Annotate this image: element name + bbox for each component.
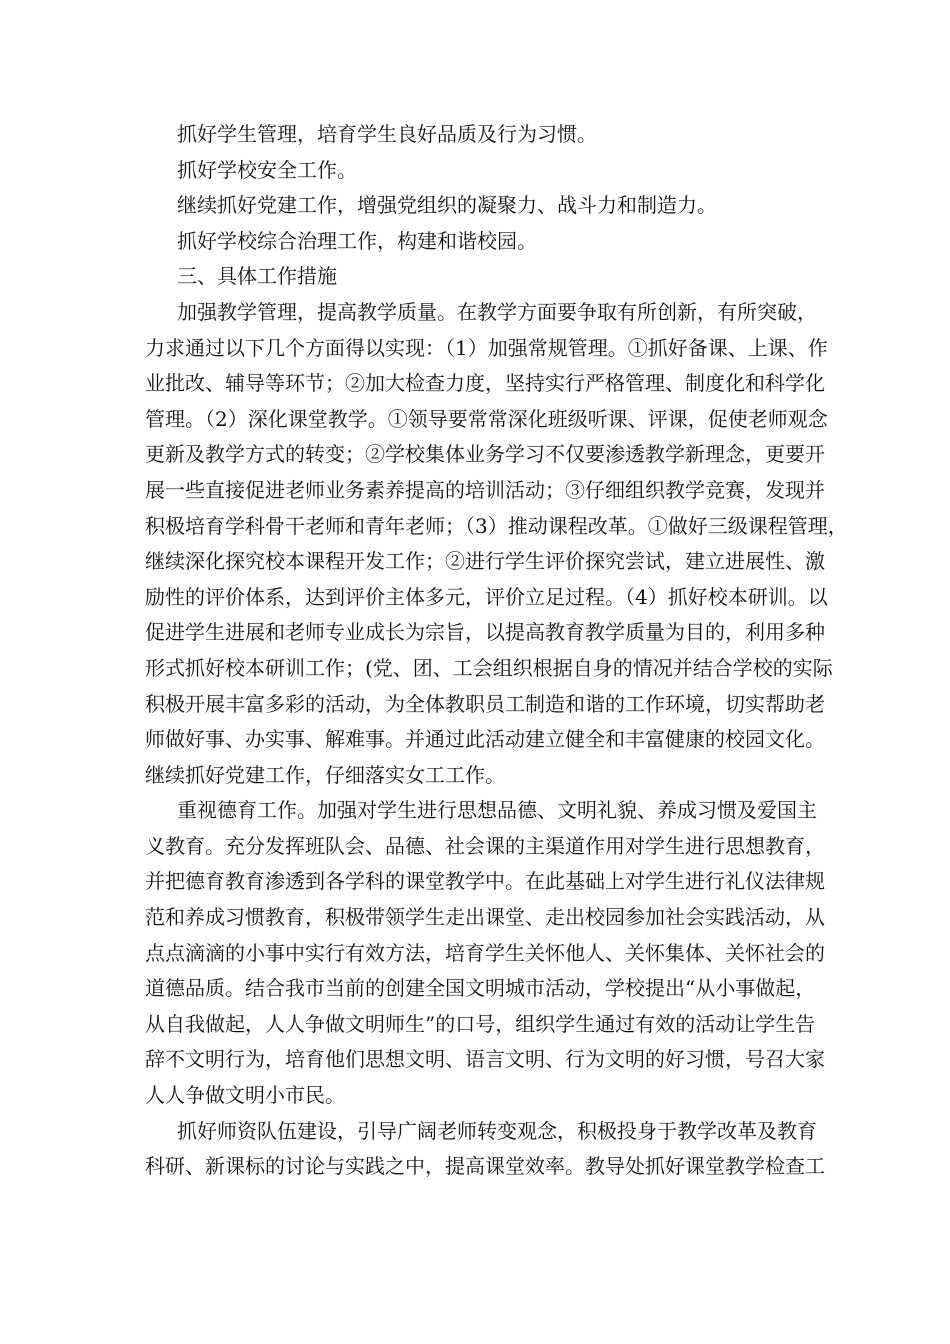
paragraph-line: 范和养成习惯教育，积极带领学生走出课堂、走出校园参加社会实践活动，从 <box>145 905 825 930</box>
paragraph-line: 加强教学管理，提高教学质量。在教学方面要争取有所创新，有所突破， <box>177 299 817 324</box>
paragraph-line: 更新及教学方式的转变；②学校集体业务学习不仅要渗透教学新理念，更要开 <box>145 442 825 467</box>
paragraph-line: 科研、新课标的讨论与实践之中，提高课堂效率。教导处抓好课堂教学检查工 <box>145 1154 825 1179</box>
paragraph-line: 继续深化探究校本课程开发工作；②进行学生评价探究尝试，建立进展性、激 <box>145 549 825 574</box>
paragraph-line: 人人争做文明小市民。 <box>145 1083 345 1108</box>
paragraph-line: 力求通过以下几个方面得以实现：（1）加强常规管理。①抓好备课、上课、作 <box>145 335 828 360</box>
paragraph-line: 抓好师资队伍建设，引导广阔老师转变观念，积极投身于教学改革及教育 <box>177 1118 817 1143</box>
paragraph-line: 展一些直接促进老师业务素养提高的培训活动；③仔细组织教学竞赛，发现并 <box>145 477 825 502</box>
paragraph-teaching-management <box>145 295 848 793</box>
paragraph-line: 业批改、辅导等环节；②加大检查力度，坚持实行严格管理、制度化和科学化 <box>145 371 825 396</box>
paragraph-line: 辞不文明行为，培育他们思想文明、语言文明、行为文明的好习惯，号召大家 <box>145 1047 825 1072</box>
paragraph-line: 继续抓好党建工作，仔细落实女工工作。 <box>145 762 505 787</box>
paragraph-line: 形式抓好校本研训工作；(党、团、工会组织根据自身的情况并结合学校的实际 <box>145 655 833 680</box>
list-item: 抓好学校安全工作。 <box>177 157 357 182</box>
paragraph-teacher-development <box>145 1114 825 1185</box>
paragraph-line: 道德品质。结合我市当前的创建全国文明城市活动，学校提出“从小事做起， <box>145 976 816 1001</box>
paragraph-line: 点点滴滴的小事中实行有效方法，培育学生关怀他人、关怀集体、关怀社会的 <box>145 940 825 965</box>
paragraph-line: 重视德育工作。加强对学生进行思想品德、文明礼貌、养成习惯及爱国主 <box>177 798 817 823</box>
paragraph-line: 义教育。充分发挥班队会、品德、社会课的主渠道作用对学生进行思想教育， <box>145 833 825 858</box>
paragraph-moral-education <box>145 793 825 1113</box>
paragraph-line: 积极培育学科骨干老师和青年老师；（3）推动课程改革。①做好三级课程管理， <box>145 513 848 538</box>
list-item: 继续抓好党建工作，增强党组织的凝聚力、战斗力和制造力。 <box>177 193 717 218</box>
section-heading: 三、具体工作措施 <box>177 264 337 289</box>
paragraph-line: 管理。（2）深化课堂教学。①领导要常常深化班级听课、评课，促使老师观念 <box>145 406 828 431</box>
paragraph-line: 积极开展丰富多彩的活动，为全体教职员工制造和谐的工作环境，切实帮助老 <box>145 691 825 716</box>
document-page <box>145 117 848 1185</box>
list-item: 抓好学校综合治理工作，构建和谐校园。 <box>177 228 537 253</box>
paragraph-line: 师做好事、办实事、解难事。并通过此活动建立健全和丰富健康的校园文化。 <box>145 727 825 752</box>
paragraph-line: 促进学生进展和老师专业成长为宗旨，以提高教育教学质量为目的，利用多种 <box>145 620 825 645</box>
list-item: 抓好学生管理，培育学生良好品质及行为习惯。 <box>177 122 597 146</box>
paragraph-line: 励性的评价体系，达到评价主体多元，评价立足过程。（4）抓好校本研训。以 <box>145 584 828 609</box>
paragraph-line: 并把德育教育渗透到各学科的课堂教学中。在此基础上对学生进行礼仪法律规 <box>145 869 825 894</box>
paragraph-line: 从自我做起，人人争做文明师生”的口号，组织学生通过有效的活动让学生告 <box>145 1011 816 1036</box>
